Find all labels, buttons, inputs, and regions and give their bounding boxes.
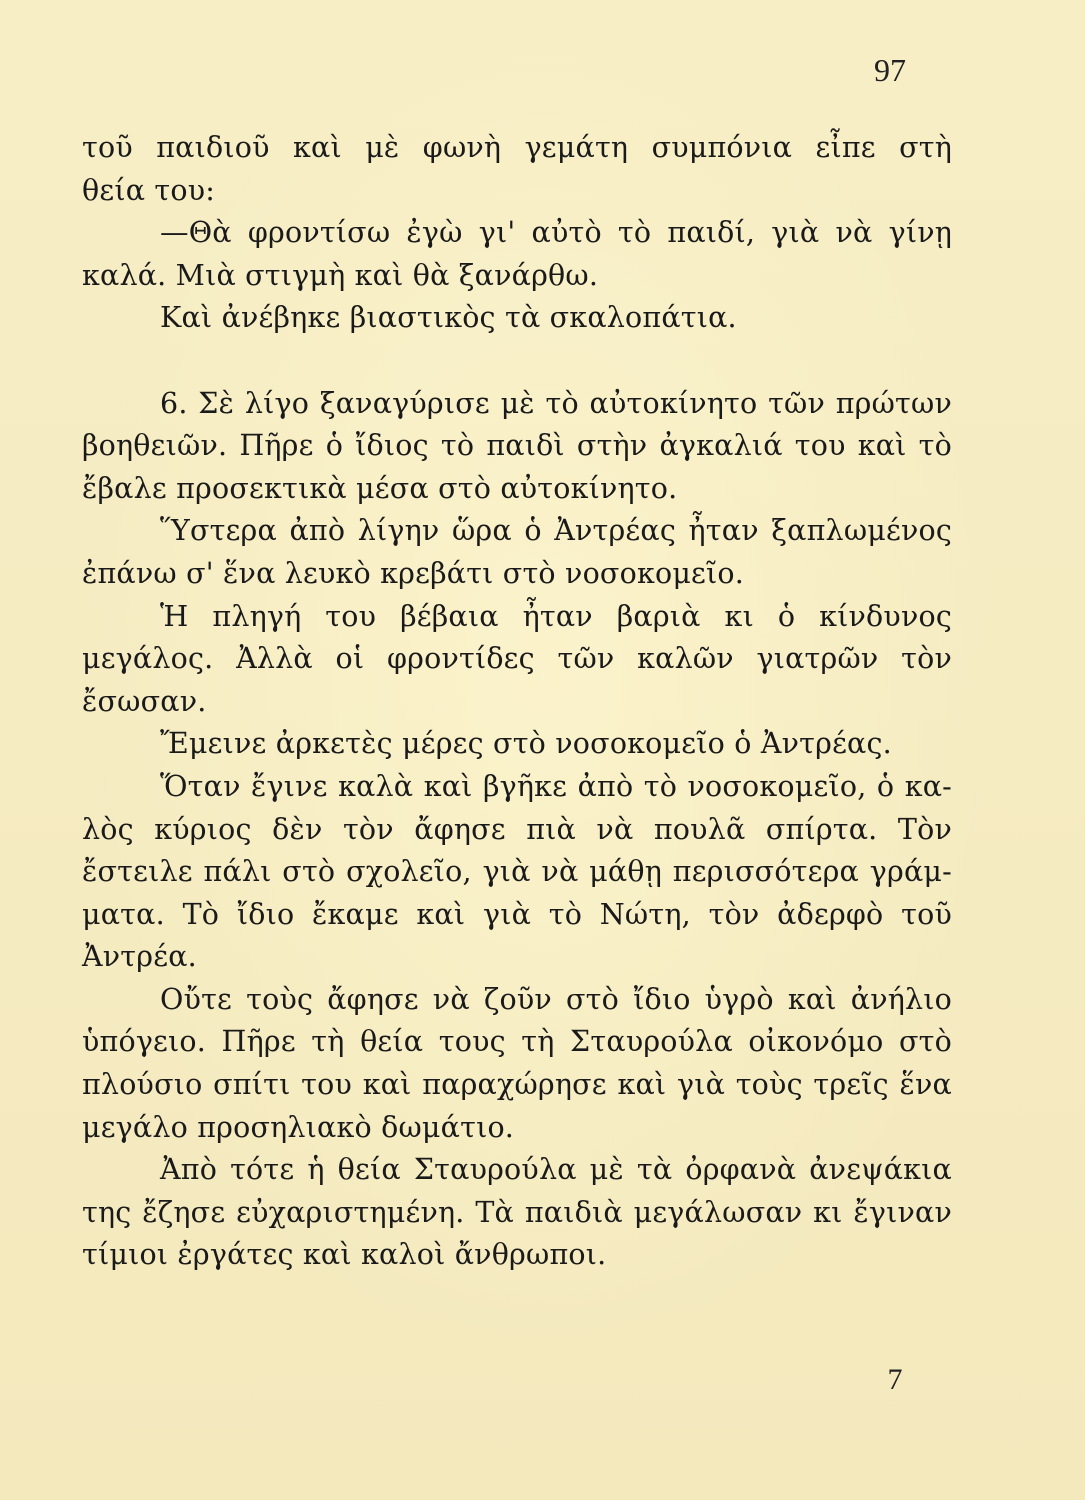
text-line: ἐπάνω σ' ἕνα λευκὸ κρεβάτι στὸ νοσοκομεῖο.	[82, 556, 744, 590]
text-line: ἔσωσαν.	[82, 684, 207, 718]
text-line: Ἡ πληγή του βέβαια ἦταν βαριὰ κι ὁ κίνδυνος	[160, 599, 952, 633]
text-line: Καὶ ἀνέβηκε βιαστικὸς τὰ σκαλοπάτια.	[160, 301, 737, 335]
text-line: της ἔζησε εὐχαριστημένη. Τὰ παιδιὰ μεγάλωσαν κι ἔγιναν	[82, 1195, 952, 1229]
text-line: μεγάλος. Ἀλλὰ οἱ φροντίδες τῶν καλῶν γιατρῶν τὸν	[82, 642, 952, 676]
text-line: ματα. Τὸ ἴδιο ἔκαμε καὶ γιὰ τὸ Νώτη, τὸν ἀδερφὸ τοῦ	[82, 897, 952, 931]
text-line: πλούσιο σπίτι του καὶ παραχώρησε καὶ γιὰ τοὺς τρεῖς ἕνα	[82, 1068, 952, 1102]
text-line: λὸς κύριος δὲν τὸν ἄφησε πιὰ νὰ πουλᾶ σπίρτα. Τὸν	[82, 812, 952, 846]
text-line: θεία του:	[82, 173, 216, 207]
text-line: Ἀπὸ τότε ἡ θεία Σταυρούλα μὲ τὰ ὀρφανὰ ἀνεψάκια	[160, 1153, 952, 1187]
signature-mark: 7	[887, 1363, 903, 1396]
text-line: ἔστειλε πάλι στὸ σχολεῖο, γιὰ νὰ μάθῃ περισσότερα γράμ-	[82, 855, 952, 889]
text-line: τίμιοι ἐργάτες καὶ καλοὶ ἄνθρωποι.	[82, 1238, 607, 1272]
paragraph-gap	[82, 340, 952, 383]
page-number: 97	[874, 52, 906, 88]
text-line: ὑπόγειο. Πῆρε τὴ θεία τους τὴ Σταυρούλα οἰκονόμο στὸ	[82, 1025, 952, 1059]
text-line: καλά. Μιὰ στιγμὴ καὶ θὰ ξανάρθω.	[82, 258, 599, 292]
text-line: Ἔμεινε ἀρκετὲς μέρες στὸ νοσοκομεῖο ὁ Ἀντρέας.	[160, 727, 892, 761]
text-line: —Θὰ φροντίσω ἐγὼ γι' αὐτὸ τὸ παιδί, γιὰ νὰ γίνῃ	[160, 216, 952, 250]
text-line: Ὕστερα ἀπὸ λίγην ὥρα ὁ Ἀντρέας ἦταν ξαπλωμένος	[160, 514, 952, 548]
body-text	[82, 127, 952, 1277]
text-line: τοῦ παιδιοῦ καὶ μὲ φωνὴ γεμάτη συμπόνια εἶπε στὴ	[82, 131, 952, 164]
text-line: 6. Σὲ λίγο ξαναγύρισε μὲ τὸ αὐτοκίνητο τῶν πρώτων	[160, 386, 952, 420]
text-line: Οὔτε τοὺς ἄφησε νὰ ζοῦν στὸ ἴδιο ὑγρὸ καὶ ἀνήλιο	[160, 982, 952, 1016]
text-line: Ὅταν ἔγινε καλὰ καὶ βγῆκε ἀπὸ τὸ νοσοκομεῖο, ὁ κα-	[160, 769, 952, 803]
text-line: ἔβαλε προσεκτικὰ μέσα στὸ αὐτοκίνητο.	[82, 471, 678, 505]
text-line: Ἀντρέα.	[82, 940, 197, 974]
text-line: μεγάλο προσηλιακὸ δωμάτιο.	[82, 1110, 515, 1144]
text-line: βοηθειῶν. Πῆρε ὁ ἴδιος τὸ παιδὶ στὴν ἀγκαλιά του καὶ τὸ	[82, 429, 952, 463]
